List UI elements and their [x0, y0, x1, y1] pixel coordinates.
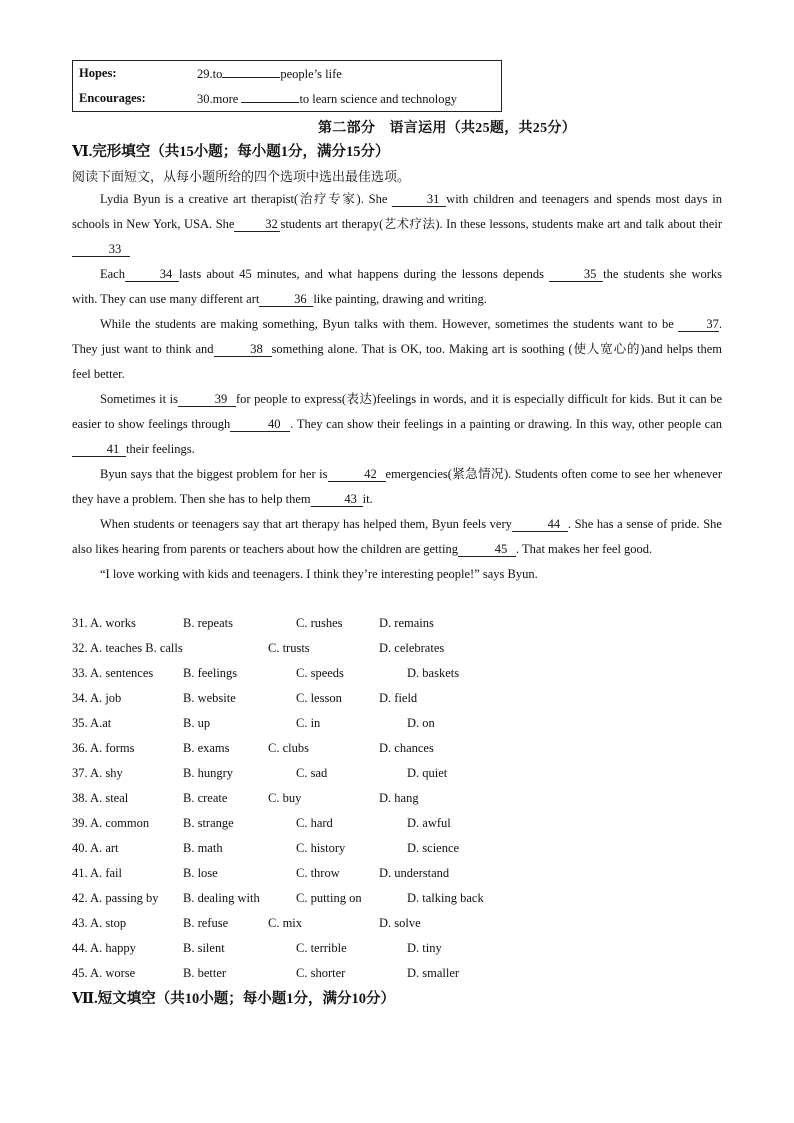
option-a[interactable]: 34. A. job [72, 691, 122, 705]
option-row [72, 861, 732, 886]
option-c[interactable]: C. buy [268, 791, 302, 805]
option-row [72, 786, 732, 811]
option-c[interactable]: C. terrible [296, 941, 347, 955]
option-c[interactable]: C. shorter [296, 966, 346, 980]
option-d[interactable]: D. awful [407, 816, 451, 830]
part-title: 第二部分 语言运用（共25题，共25分） [318, 121, 576, 136]
option-a[interactable]: 40. A. art [72, 841, 119, 855]
option-d[interactable]: D. solve [379, 916, 421, 930]
option-row [72, 711, 732, 736]
text-run: with children and teenagers and spends most days in schools in New York, USA. She [72, 192, 722, 231]
question-number: 29.to [197, 67, 223, 81]
paragraph [72, 462, 722, 512]
text-run: emergencies(紧急情况). Students often come to see her whenever they have a problem. Then she has to help them [72, 467, 722, 506]
option-c[interactable]: C. mix [268, 916, 303, 930]
option-row [72, 936, 732, 961]
text-run: something alone. That is OK, too. Making art is soothing (使人宽心的)and helps them feel better. [72, 342, 722, 381]
text-run: . They can show their feelings in a painting or drawing. In this way, other people can [290, 417, 722, 431]
paragraph [72, 187, 722, 262]
option-c[interactable]: C. speeds [296, 666, 344, 680]
option-b[interactable]: B. strange [183, 816, 234, 830]
option-d[interactable]: D. on [407, 716, 435, 730]
option-a[interactable]: 31. A. works [72, 616, 136, 630]
blank-37[interactable]: 37 [678, 317, 719, 332]
option-b[interactable]: B. website [183, 691, 236, 705]
option-a[interactable]: 42. A. passing by [72, 891, 159, 905]
table-row [73, 61, 502, 87]
blank-36[interactable]: 36 [259, 292, 313, 307]
blank-44[interactable]: 44 [512, 517, 568, 532]
instruction-text: 阅读下面短文，从每小题所给的四个选项中选出最佳选项。 [72, 169, 411, 184]
answer-blank[interactable] [241, 90, 299, 103]
blank-38[interactable]: 38 [214, 342, 272, 357]
text-run: Sometimes it is [100, 392, 178, 406]
option-d[interactable]: D. chances [379, 741, 434, 755]
option-row [72, 736, 732, 761]
option-d[interactable]: D. remains [379, 616, 434, 630]
text-run: the students she works with. They can use many different art [72, 267, 722, 306]
blank-32[interactable]: 32 [234, 217, 280, 232]
text-run: lasts about 45 minutes, and what happens during the lessons depends [178, 267, 550, 281]
option-d[interactable]: D. hang [379, 791, 419, 805]
option-a[interactable]: 36. A. forms [72, 741, 135, 755]
option-b[interactable]: B. exams [183, 741, 230, 755]
summary-table [72, 60, 502, 112]
paragraph [72, 312, 722, 387]
row-content [197, 86, 502, 112]
blank-41[interactable]: 41 [72, 442, 126, 457]
option-row [72, 886, 732, 911]
text-run: Lydia Byun is a creative art therapist(治疗专家). She [100, 192, 393, 206]
option-d[interactable]: D. field [379, 691, 418, 705]
paragraph [72, 262, 722, 312]
option-a[interactable]: 44. A. happy [72, 941, 136, 955]
option-c[interactable]: C. lesson [296, 691, 342, 705]
blank-40[interactable]: 40 [230, 417, 290, 432]
text-run: Byun says that the biggest problem for her is [100, 467, 328, 481]
option-row [72, 811, 732, 836]
answer-blank[interactable] [222, 65, 280, 78]
text-run: While the students are making something, Byun talks with them. However, sometimes the students want to be [100, 317, 679, 331]
option-c[interactable]: C. trusts [268, 641, 310, 655]
text-run: . That makes her feel good. [515, 542, 653, 556]
row-label: Hopes: [79, 66, 117, 80]
option-c[interactable]: C. rushes [296, 616, 343, 630]
option-d[interactable]: D. baskets [407, 666, 460, 680]
question-number: 30.more [197, 92, 239, 106]
option-d[interactable]: D. quiet [407, 766, 448, 780]
option-a[interactable]: 39. A. common [72, 816, 150, 830]
option-row [72, 636, 732, 661]
option-a[interactable]: 35. A.at [72, 716, 112, 730]
option-c[interactable]: C. throw [296, 866, 340, 880]
option-a[interactable]: 43. A. stop [72, 916, 127, 930]
paragraph: “I love working with kids and teenagers. I think they’re interesting people!” says Byun. [100, 567, 538, 581]
option-d[interactable]: D. smaller [407, 966, 460, 980]
text-run: it. [362, 492, 373, 506]
text-run: students art therapy(艺术疗法). In these lessons, students make art and talk about their [280, 217, 722, 231]
option-c[interactable]: C. hard [296, 816, 333, 830]
text-run: their feelings. [126, 442, 195, 456]
text-run: . She has a sense of pride. She also likes hearing from parents or teachers about how the children are getting [72, 517, 722, 556]
row-tail: to learn science and technology [299, 92, 458, 106]
option-b[interactable]: B. silent [183, 941, 225, 955]
option-d[interactable]: D. celebrates [379, 641, 445, 655]
blank-34[interactable]: 34 [125, 267, 179, 282]
option-d[interactable]: D. understand [379, 866, 450, 880]
option-b[interactable]: B. create [183, 791, 228, 805]
option-a[interactable]: 37. A. shy [72, 766, 123, 780]
option-row [72, 836, 732, 861]
row-label: Encourages: [79, 91, 146, 105]
blank-33[interactable]: 33 [72, 242, 130, 257]
paragraph [72, 512, 722, 562]
option-d[interactable]: D. science [407, 841, 460, 855]
option-d[interactable]: D. talking back [407, 891, 484, 905]
text-run: When students or teenagers say that art therapy has helped them, Byun feels very [100, 517, 512, 531]
blank-42[interactable]: 42 [328, 467, 386, 482]
option-b[interactable]: B. better [183, 966, 227, 980]
option-a[interactable]: 32. A. teaches B. calls [72, 641, 183, 655]
option-row [72, 961, 732, 986]
option-a[interactable]: 38. A. steal [72, 791, 129, 805]
blank-35[interactable]: 35 [549, 267, 603, 282]
text-run: like painting, drawing and writing. [313, 292, 487, 306]
blank-39[interactable]: 39 [178, 392, 236, 407]
option-a[interactable]: 41. A. fail [72, 866, 122, 880]
option-c[interactable]: C. putting on [296, 891, 362, 905]
option-b[interactable]: B. hungry [183, 766, 233, 780]
option-b[interactable]: B. feelings [183, 666, 238, 680]
option-row [72, 611, 732, 636]
option-b[interactable]: B. dealing with [183, 891, 260, 905]
section-heading-fill: Ⅶ.短文填空（共10小题；每小题1分，满分10分） [72, 991, 395, 1007]
cloze-passage [72, 187, 722, 587]
option-c[interactable]: C. sad [296, 766, 328, 780]
table-row [73, 86, 502, 112]
option-b[interactable]: B. refuse [183, 916, 229, 930]
option-c[interactable]: C. in [296, 716, 321, 730]
row-content [197, 61, 502, 87]
paragraph [72, 387, 722, 462]
option-a[interactable]: 45. A. worse [72, 966, 136, 980]
row-tail: people’s life [280, 67, 342, 81]
option-b[interactable]: B. up [183, 716, 211, 730]
option-c[interactable]: C. clubs [268, 741, 309, 755]
text-run: Each [100, 267, 125, 281]
option-row [72, 661, 732, 686]
option-b[interactable]: B. repeats [183, 616, 233, 630]
option-d[interactable]: D. tiny [407, 941, 442, 955]
section-heading-cloze: Ⅵ.完形填空（共15小题；每小题1分，满分15分） [72, 144, 390, 160]
blank-45[interactable]: 45 [458, 542, 516, 557]
blank-31[interactable]: 31 [392, 192, 446, 207]
option-a[interactable]: 33. A. sentences [72, 666, 154, 680]
option-row [72, 911, 732, 936]
option-b[interactable]: B. lose [183, 866, 218, 880]
options-list [72, 611, 732, 986]
text-run: . They just want to think and [72, 317, 722, 356]
option-row [72, 761, 732, 786]
option-c[interactable]: C. history [296, 841, 346, 855]
option-row [72, 686, 732, 711]
option-b[interactable]: B. math [183, 841, 223, 855]
text-run: for people to express(表达)feelings in words, and it is especially difficult for kids. But it can be easier to show feelings through [72, 392, 723, 431]
blank-43[interactable]: 43 [311, 492, 363, 507]
